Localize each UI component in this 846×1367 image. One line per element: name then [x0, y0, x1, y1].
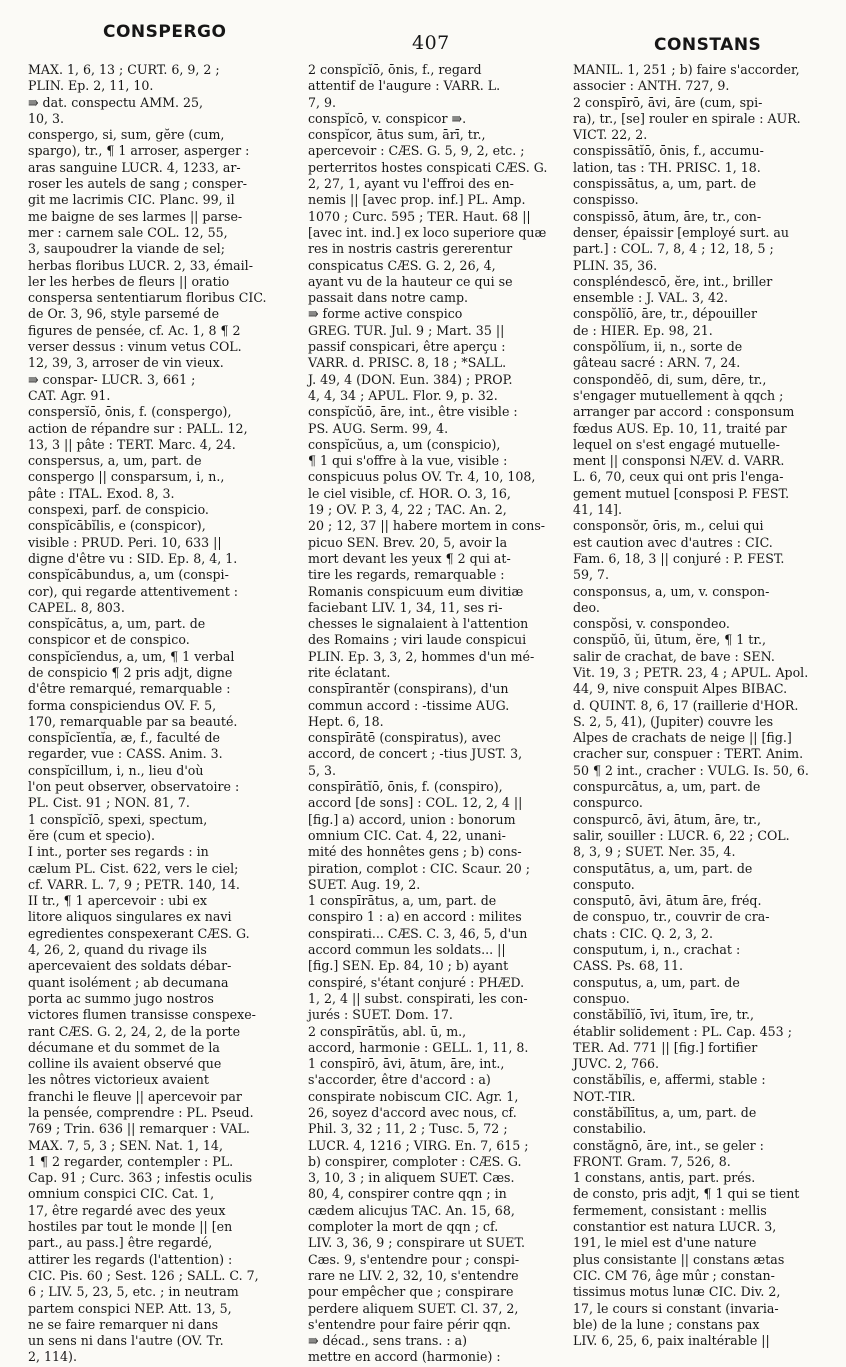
- entry-line: ⇛ forme active conspico: [308, 306, 463, 322]
- entry-line: L. 6, 70, ceux qui ont pris l'enga-: [573, 469, 784, 485]
- entry-line: mer : carnem sale COL. 12, 55,: [28, 224, 228, 240]
- entry-line: conspurcō, āvi, ātum, āre, tr.,: [573, 811, 762, 827]
- column-3: [573, 62, 833, 1354]
- entry-line: me baigne de ses larmes || parse-: [28, 208, 243, 224]
- entry-line: conspĭcātus, a, um, part. de: [28, 616, 206, 632]
- entry-line: constăgnō, āre, int., se geler :: [573, 1137, 764, 1153]
- entry-line: ble) de la lune ; constans pax: [573, 1316, 760, 1332]
- entry-line: 10, 3.: [28, 110, 65, 126]
- entry-line: rare ne LIV. 2, 32, 10, s'entendre: [308, 1267, 519, 1283]
- entry-line: conspŭō, ŭi, ūtum, ĕre, ¶ 1 tr.,: [573, 632, 767, 648]
- entry-line: établir solidement : PL. Cap. 453 ;: [573, 1023, 792, 1039]
- entry-line: Cap. 91 ; Curc. 363 ; infestis oculis: [28, 1170, 253, 1186]
- entry-line: commun accord : -tissime AUG.: [308, 697, 510, 713]
- entry-line: perdere aliquem SUET. Cl. 37, 2,: [308, 1300, 519, 1316]
- entry-line: les nôtres victorieux avaient: [28, 1072, 209, 1088]
- entry-line: consponsŏr, ōris, m., celui qui: [573, 518, 764, 534]
- entry-line: figures de pensée, cf. Ac. 1, 8 ¶ 2: [28, 322, 241, 338]
- entry-line: 19 ; OV. P. 3, 4, 22 ; TAC. An. 2,: [308, 502, 507, 518]
- entry-line: s'engager mutuellement à qqch ;: [573, 387, 784, 403]
- entry-line: lequel on s'est engagé mutuelle-: [573, 436, 780, 452]
- entry-line: LUCR. 4, 1216 ; VIRG. En. 7, 615 ;: [308, 1137, 529, 1153]
- entry-line: 191, le miel est d'une nature: [573, 1235, 757, 1251]
- entry-line: comploter la mort de qqn ; cf.: [308, 1219, 499, 1235]
- entry-line: 12, 39, 3, arroser de vin vieux.: [28, 355, 224, 371]
- entry-line: constantior est natura LUCR. 3,: [573, 1219, 777, 1235]
- entry-line: 20 ; 12, 37 || habere mortem in cons-: [308, 518, 546, 534]
- entry-line: salir de crachat, de bave : SEN.: [573, 648, 775, 664]
- entry-line: spargo), tr., ¶ 1 arroser, asperger :: [28, 143, 250, 159]
- entry-line: 44, 9, nive conspuit Alpes BIBAC.: [573, 681, 788, 697]
- entry-line: PL. Cist. 91 ; NON. 81, 7.: [28, 795, 190, 811]
- entry-line: conspīrantĕr (conspirans), d'un: [308, 681, 509, 697]
- entry-line: conspŏsi, v. conspondeo.: [573, 616, 730, 632]
- entry-line: arranger par accord : consponsum: [573, 404, 795, 420]
- entry-line: conspīrātē (conspiratus), avec: [308, 730, 501, 746]
- entry-line: consputus, a, um, part. de: [573, 974, 740, 990]
- entry-line: res in nostris castris gererentur: [308, 241, 513, 257]
- entry-line: colline ils avaient observé que: [28, 1056, 222, 1072]
- entry-line: NOT.-TIR.: [573, 1088, 636, 1104]
- entry-line: conspicor et de conspico.: [28, 632, 190, 648]
- entry-line: constăbĭlītus, a, um, part. de: [573, 1105, 757, 1120]
- entry-line: fermement, consistant : mellis: [573, 1202, 767, 1218]
- entry-line: constăbĭlis, e, affermi, stable :: [573, 1072, 766, 1088]
- entry-line: 3, 10, 3 ; in aliquem SUET. Cæs.: [308, 1170, 515, 1186]
- entry-line: d. QUINT. 8, 6, 17 (raillerie d'HOR.: [573, 697, 799, 713]
- entry-line: LIV. 6, 25, 6, paix inaltérable ||: [573, 1333, 770, 1349]
- entry-line: part.] : COL. 7, 8, 4 ; 12, 18, 5 ;: [573, 241, 774, 257]
- entry-line: picuo SEN. Brev. 20, 5, avoir la: [308, 534, 508, 550]
- entry-line: VICT. 22, 2.: [573, 127, 648, 143]
- entry-line: franchi le fleuve || apercevoir par: [28, 1088, 242, 1104]
- entry-line: 8, 3, 9 ; SUET. Ner. 35, 4.: [573, 844, 736, 860]
- entry-line: 13, 3 || pâte : TERT. Marc. 4, 24.: [28, 436, 236, 452]
- entry-line: 26, soyez d'accord avec nous, cf.: [308, 1105, 517, 1120]
- entry-line: hostiles par tout le monde || [en: [28, 1219, 233, 1235]
- entry-line: salir, souiller : LUCR. 6, 22 ; COL.: [573, 827, 790, 843]
- entry-line: omnium conspici CIC. Cat. 1,: [28, 1186, 215, 1202]
- entry-line: git me lacrimis CIC. Planc. 99, il: [28, 192, 235, 208]
- entry-line: ⇛ dat. conspectu AMM. 25,: [28, 94, 204, 110]
- entry-line: constabilio.: [573, 1121, 647, 1137]
- entry-line: conspissātus, a, um, part. de: [573, 176, 757, 192]
- entry-line: TER. Ad. 771 || [fig.] fortifier: [573, 1039, 758, 1055]
- entry-line: rant CÆS. G. 2, 24, 2, de la porte: [28, 1023, 241, 1039]
- entry-line: litore aliquos singulares ex navi: [28, 909, 232, 925]
- entry-line: 3, saupoudrer la viande de sel;: [28, 241, 225, 257]
- entry-line: 1 conspĭcĭō, spexi, spectum,: [28, 811, 208, 827]
- entry-line: conspirate nobiscum CIC. Agr. 1,: [308, 1088, 519, 1104]
- entry-line: 1 constans, antis, part. prés.: [573, 1170, 756, 1186]
- entry-line: conspurco.: [573, 795, 643, 811]
- entry-line: mort devant les yeux ¶ 2 qui at-: [308, 550, 511, 566]
- entry-line: regarder, vue : CASS. Anim. 3.: [28, 746, 223, 762]
- entry-line: chesses le signalaient à l'attention: [308, 616, 529, 632]
- entry-line: de conspuo, tr., couvrir de cra-: [573, 909, 770, 925]
- entry-line: ensemble : J. VAL. 3, 42.: [573, 290, 729, 306]
- entry-line: 2 conspīrō, āvi, āre (cum, spi-: [573, 94, 763, 110]
- entry-line: conspissō, ātum, āre, tr., con-: [573, 208, 762, 224]
- entry-line: Phil. 3, 32 ; 11, 2 ; Tusc. 5, 72 ;: [308, 1121, 508, 1137]
- entry-line: PLIN. 35, 36.: [573, 257, 658, 273]
- entry-line: 41, 14].: [573, 502, 622, 518]
- entry-line: nemis || [avec prop. inf.] PL. Amp.: [308, 192, 526, 208]
- entry-line: egredientes conspexerant CÆS. G.: [28, 925, 250, 941]
- entry-line: conspĭcĭendus, a, um, ¶ 1 verbal: [28, 648, 235, 664]
- entry-line: MAX. 1, 6, 13 ; CURT. 6, 9, 2 ;: [28, 62, 220, 77]
- entry-line: passait dans notre camp.: [308, 290, 469, 306]
- entry-line: CIC. Pis. 60 ; Sest. 126 ; SALL. C. 7,: [28, 1267, 259, 1283]
- entry-line: conspĭcŭō, āre, int., être visible :: [308, 404, 518, 420]
- entry-line: CAPEL. 8, 803.: [28, 599, 125, 615]
- entry-line: passif conspicari, être aperçu :: [308, 339, 506, 355]
- entry-line: I int., porter ses regards : in: [28, 844, 209, 860]
- entry-line: CIC. CM 76, âge mûr ; constan-: [573, 1267, 775, 1283]
- entry-line: cf. VARR. L. 7, 9 ; PETR. 140, 14.: [28, 876, 240, 892]
- entry-line: CAT. Agr. 91.: [28, 387, 111, 403]
- entry-line: jurés : SUET. Dom. 17.: [308, 1007, 453, 1023]
- entry-line: conspiro 1 : a) en accord : milites: [308, 909, 522, 925]
- entry-line: conspondĕō, di, sum, dēre, tr.,: [573, 371, 767, 387]
- entry-line: constăbĭlĭō, īvi, ītum, īre, tr.,: [573, 1007, 755, 1023]
- entry-line: lation, tas : TH. PRISC. 1, 18.: [573, 159, 761, 175]
- entry-line: b) conspirer, comploter : CÆS. G.: [308, 1153, 522, 1169]
- entry-line: la pensée, comprendre : PL. Pseud.: [28, 1105, 254, 1120]
- entry-line: s'entendre pour faire périr qqn.: [308, 1316, 511, 1332]
- entry-line: cor), qui regarde attentivement :: [28, 583, 239, 599]
- entry-line: conspersa sententiarum floribus CIC.: [28, 290, 267, 306]
- entry-line: Vit. 19, 3 ; PETR. 23, 4 ; APUL. Apol.: [573, 664, 809, 680]
- entry-line: piration, complot : CIC. Scaur. 20 ;: [308, 860, 530, 876]
- entry-line: PLIN. Ep. 2, 11, 10.: [28, 78, 154, 94]
- entry-line: roser les autels de sang ; consper-: [28, 176, 248, 192]
- entry-line: plus consistante || constans ætas: [573, 1251, 785, 1267]
- entry-line: décumane et du sommet de la: [28, 1039, 220, 1055]
- entry-line: s'accorder, être d'accord : a): [308, 1072, 491, 1088]
- entry-line: cædem alicujus TAC. An. 15, 68,: [308, 1202, 515, 1218]
- column-1: [28, 62, 288, 1365]
- entry-line: 5, 3.: [308, 762, 337, 778]
- entry-line: Hept. 6, 18.: [308, 713, 384, 729]
- entry-line: des Romains ; viri laude conspicui: [308, 632, 527, 648]
- entry-line: part., au pass.] être regardé,: [28, 1235, 213, 1251]
- entry-line: J. 49, 4 (DON. Eun. 384) ; PROP.: [308, 371, 513, 387]
- entry-line: conspĭcō, v. conspicor ⇛.: [308, 110, 467, 126]
- entry-line: consputātus, a, um, part. de: [573, 860, 753, 876]
- column-2: [308, 62, 570, 1365]
- entry-line: herbas floribus LUCR. 2, 33, émail-: [28, 257, 253, 273]
- entry-line: ler les herbes de fleurs || oratio: [28, 273, 230, 289]
- entry-line: porta ac summo jugo nostros: [28, 990, 214, 1006]
- entry-line: perterritos hostes conspicati CÆS. G.: [308, 159, 548, 175]
- entry-line: faciebant LIV. 1, 34, 11, ses ri-: [308, 599, 503, 615]
- entry-line: 2 conspīrātŭs, abl. ū, m.,: [308, 1023, 467, 1039]
- entry-line: 59, 7.: [573, 567, 610, 583]
- entry-line: apercevaient des soldats débar-: [28, 958, 232, 974]
- entry-line: gement mutuel [consposi P. FEST.: [573, 485, 790, 501]
- entry-line: fœdus AUS. Ep. 10, 11, traité par: [573, 420, 787, 436]
- entry-line: ne se faire remarquer ni dans: [28, 1316, 219, 1332]
- entry-line: ĕre (cum et specio).: [28, 827, 156, 843]
- entry-line: 769 ; Trin. 636 || remarquer : VAL.: [28, 1121, 250, 1137]
- entry-line: de consto, pris adjt, ¶ 1 qui se tient: [573, 1186, 800, 1202]
- entry-line: deo.: [573, 599, 600, 615]
- entry-line: conspergo || consparsum, i, n.,: [28, 469, 225, 485]
- entry-line: conspŏlĭō, āre, tr., dépouiller: [573, 306, 758, 322]
- entry-line: conspisso.: [573, 192, 639, 208]
- entry-line: accord commun les soldats... ||: [308, 942, 506, 958]
- entry-line: Alpes de crachats de neige || [fig.]: [573, 730, 792, 746]
- entry-line: conspŏlĭum, ii, n., sorte de: [573, 339, 743, 355]
- entry-line: conspergo, si, sum, gĕre (cum,: [28, 127, 225, 143]
- entry-line: l'on peut observer, observatoire :: [28, 779, 240, 795]
- entry-line: 4, 26, 2, quand du rivage ils: [28, 942, 207, 958]
- entry-line: PLIN. Ep. 3, 3, 2, hommes d'un mé-: [308, 648, 535, 664]
- entry-line: [fig.] SEN. Ep. 84, 10 ; b) ayant: [308, 958, 509, 974]
- entry-line: 7, 9.: [308, 94, 337, 110]
- entry-line: CASS. Ps. 68, 11.: [573, 958, 683, 974]
- entry-line: ra), tr., [se] rouler en spirale : AUR.: [573, 110, 801, 126]
- entry-line: conspiré, s'étant conjuré : PHÆD.: [308, 974, 525, 990]
- entry-line: ayant vu de la hauteur ce qui se: [308, 273, 513, 289]
- entry-line: omnium CIC. Cat. 4, 22, unani-: [308, 827, 506, 843]
- entry-line: 1, 2, 4 || subst. conspirati, les con-: [308, 990, 528, 1006]
- entry-line: 80, 4, conspirer contre qqn ; in: [308, 1186, 507, 1202]
- entry-line: consponsus, a, um, v. conspon-: [573, 583, 770, 599]
- entry-line: conspĭcor, ātus sum, ārī, tr.,: [308, 127, 486, 143]
- entry-line: consputo.: [573, 876, 635, 892]
- entry-line: conspĭcillum, i, n., lieu d'où: [28, 762, 204, 778]
- entry-line: consputō, āvi, ātum āre, fréq.: [573, 893, 762, 909]
- entry-line: attentif de l'augure : VARR. L.: [308, 78, 501, 94]
- entry-line: de : HIER. Ep. 98, 21.: [573, 322, 713, 338]
- entry-line: conspirati... CÆS. C. 3, 46, 5, d'un: [308, 925, 528, 941]
- entry-line: quant isolément ; ab decumana: [28, 974, 229, 990]
- entry-line: verser dessus : vinum vetus COL.: [28, 339, 242, 355]
- entry-line: Romanis conspicuum eum divitiæ: [308, 583, 524, 599]
- entry-line: GREG. TUR. Jul. 9 ; Mart. 35 ||: [308, 322, 505, 338]
- entry-line: PS. AUG. Serm. 99, 4.: [308, 420, 449, 436]
- entry-line: cælum PL. Cist. 622, vers le ciel;: [28, 860, 239, 876]
- entry-line: accord [de sons] : COL. 12, 2, 4 ||: [308, 795, 523, 811]
- entry-line: LIV. 3, 36, 9 ; conspirare ut SUET.: [308, 1235, 526, 1251]
- entry-line: 17, être regardé avec des yeux: [28, 1202, 226, 1218]
- entry-line: [avec int. ind.] ex loco superiore quæ: [308, 224, 547, 240]
- entry-line: conspīrātĭō, ōnis, f. (conspiro),: [308, 779, 503, 795]
- entry-line: denser, épaissir [employé surt. au: [573, 224, 790, 240]
- entry-line: le ciel visible, cf. HOR. O. 3, 16,: [308, 485, 511, 501]
- entry-line: FRONT. Gram. 7, 526, 8.: [573, 1153, 731, 1169]
- entry-line: victores flumen transisse conspexe-: [28, 1007, 256, 1023]
- entry-line: visible : PRUD. Peri. 10, 633 ||: [28, 534, 222, 550]
- entry-line: accord, harmonie : GELL. 1, 11, 8.: [308, 1039, 529, 1055]
- entry-line: 2 conspĭcĭō, ōnis, f., regard: [308, 62, 482, 77]
- entry-line: apercevoir : CÆS. G. 5, 9, 2, etc. ;: [308, 143, 525, 159]
- entry-line: 4, 4, 34 ; APUL. Flor. 9, p. 32.: [308, 387, 498, 403]
- entry-line: conspurcātus, a, um, part. de: [573, 779, 761, 795]
- entry-line: conspexi, parf. de conspicio.: [28, 502, 209, 518]
- entry-line: conspuo.: [573, 990, 630, 1006]
- entry-line: conspĭcĭentĭa, æ, f., faculté de: [28, 730, 221, 746]
- entry-line: Cæs. 9, s'entendre pour ; conspi-: [308, 1251, 520, 1267]
- entry-line: 1 conspīrātus, a, um, part. de: [308, 893, 497, 909]
- entry-line: action de répandre sur : PALL. 12,: [28, 420, 248, 436]
- entry-line: accord, de concert ; -tius JUST. 3,: [308, 746, 523, 762]
- entry-line: 1 ¶ 2 regarder, contempler : PL.: [28, 1153, 234, 1169]
- entry-line: 170, remarquable par sa beauté.: [28, 713, 238, 729]
- entry-line: aras sanguine LUCR. 4, 1233, ar-: [28, 159, 241, 175]
- entry-line: 6 ; LIV. 5, 23, 5, etc. ; in neutram: [28, 1284, 239, 1300]
- entry-line: un sens ni dans l'autre (OV. Tr.: [28, 1333, 224, 1349]
- entry-line: consputum, i, n., crachat :: [573, 942, 741, 958]
- entry-line: 1 conspīrō, āvi, ātum, āre, int.,: [308, 1056, 505, 1072]
- entry-line: Fam. 6, 18, 3 || conjuré : P. FEST.: [573, 550, 785, 566]
- entry-line: partem conspici NEP. Att. 13, 5,: [28, 1300, 232, 1316]
- entry-line: 2, 27, 1, ayant vu l'effroi des en-: [308, 176, 514, 192]
- entry-line: associer : ANTH. 727, 9.: [573, 78, 730, 94]
- entry-line: pour empêcher que ; conspirare: [308, 1284, 514, 1300]
- entry-line: conspĭcŭus, a, um (conspicio),: [308, 436, 501, 452]
- entry-line: d'être remarqué, remarquable :: [28, 681, 231, 697]
- entry-line: [fig.] a) accord, union : bonorum: [308, 811, 516, 827]
- entry-line: JUVC. 2, 766.: [573, 1056, 660, 1072]
- entry-line: forma conspiciendus OV. F. 5,: [28, 697, 217, 713]
- entry-line: gâteau sacré : ARN. 7, 24.: [573, 355, 741, 371]
- entry-line: digne d'être vu : SID. Ep. 8, 4, 1.: [28, 550, 238, 566]
- entry-line: de conspicio ¶ 2 pris adjt, digne: [28, 664, 233, 680]
- entry-line: de Or. 3, 96, style parsemé de: [28, 306, 220, 322]
- entry-line: conspicuus polus OV. Tr. 4, 10, 108,: [308, 469, 536, 485]
- entry-line: ⇛ décad., sens trans. : a): [308, 1333, 468, 1349]
- entry-line: SUET. Aug. 19, 2.: [308, 876, 421, 892]
- entry-line: conspĭcābundus, a, um (conspi-: [28, 567, 229, 583]
- entry-line: VARR. d. PRISC. 8, 18 ; *SALL.: [308, 355, 507, 371]
- entry-line: 2, 114).: [28, 1349, 77, 1365]
- entry-line: tissimus motus lunæ CIC. Div. 2,: [573, 1284, 781, 1300]
- entry-line: conspissātĭō, ōnis, f., accumu-: [573, 143, 764, 159]
- entry-line: 50 ¶ 2 int., cracher : VULG. Is. 50, 6.: [573, 762, 809, 778]
- entry-line: pâte : ITAL. Exod. 8, 3.: [28, 485, 175, 501]
- entry-line: rite éclatant.: [308, 664, 391, 680]
- page-number: 407: [412, 32, 450, 54]
- entry-line: S. 2, 5, 41), (Jupiter) couvre les: [573, 713, 774, 729]
- entry-line: conspĭcābĭlis, e (conspicor),: [28, 518, 206, 534]
- entry-line: attirer les regards (l'attention) :: [28, 1251, 233, 1267]
- entry-line: ¶ 1 qui s'offre à la vue, visible :: [308, 453, 508, 469]
- entry-line: conspicatus CÆS. G. 2, 26, 4,: [308, 257, 496, 273]
- entry-line: II tr., ¶ 1 apercevoir : ubi ex: [28, 893, 207, 909]
- running-head-left: CONSPERGO: [103, 22, 227, 42]
- entry-line: conspersĭō, ōnis, f. (conspergo),: [28, 404, 232, 420]
- entry-line: ment || consponsi NÆV. d. VARR.: [573, 453, 785, 469]
- running-head-right: CONSTANS: [654, 35, 762, 55]
- entry-line: ⇛ conspar- LUCR. 3, 661 ;: [28, 371, 196, 387]
- entry-line: tire les regards, remarquable :: [308, 567, 505, 583]
- entry-line: conspléndescō, ĕre, int., briller: [573, 273, 773, 289]
- entry-line: cracher sur, conspuer : TERT. Anim.: [573, 746, 804, 762]
- entry-line: conspersus, a, um, part. de: [28, 453, 202, 469]
- entry-line: MANIL. 1, 251 ; b) faire s'accorder,: [573, 62, 800, 77]
- entry-line: 17, le cours si constant (invaria-: [573, 1300, 779, 1316]
- entry-line: 1070 ; Curc. 595 ; TER. Haut. 68 ||: [308, 208, 531, 224]
- entry-line: est caution avec d'autres : CIC.: [573, 534, 773, 550]
- entry-line: mité des honnêtes gens ; b) cons-: [308, 844, 522, 860]
- entry-line: chats : CIC. Q. 2, 3, 2.: [573, 925, 714, 941]
- entry-line: mettre en accord (harmonie) :: [308, 1349, 501, 1365]
- entry-line: MAX. 7, 5, 3 ; SEN. Nat. 1, 14,: [28, 1137, 223, 1153]
